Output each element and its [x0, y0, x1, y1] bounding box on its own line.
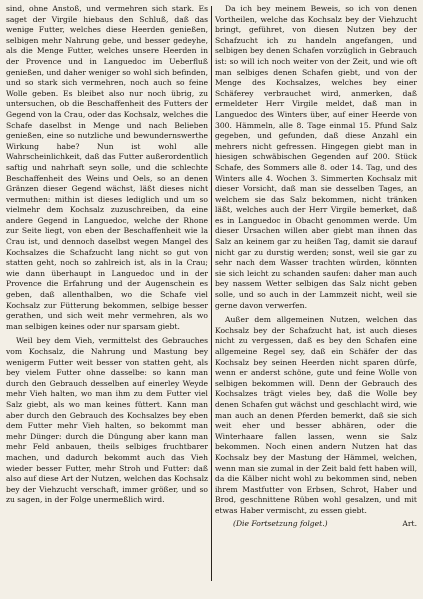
two-column-layout — [6, 4, 417, 587]
left-paragraph-1: sind, ohne Anstoß, und vermehren sich stark. Es saget der Virgile hiebaus den Schluß, daß das wenige Futter, welches diese Heerden genießen, selbigen mehr Nahrung gebe, und besser gedeyhe, als die Menge Futter, welches unsere Heerden in der Provence und in Languedoc im Ueberfluß genießen, und daher weniger so wohl sich befinden, und so stark sich vermehren, noch auch so feine Wolle geben. Es bleibet also nur noch übrig, zu untersuchen, ob die Beschaffenheit des Futters der Gegend von la Crau, oder das Kochsalz, welches die Schafe daselbst in Menge und nach Belieben genießen, eine so nutzliche und bewundernswerthe Wirkung habe? Nun ist wohl alle Wahrscheinlichkeit, daß das Futter außerordentlich saftig und nahrhaft seyn solle, und die schlechte Beschaffenheit des Weins und Oels, so an denen Gränzen dieser Gegend wächst, läßt dieses nicht vermuthen: mithin ist dieses lediglich und um so vielmehr dem Kochsalz zuzuschreiben, da eine andere Gegend in Languedoc, welche der Rhone zur Seite liegt, von eben der Beschaffenheit wie la Crau ist, und dennoch daselbst wegen Mangel des Kochsalzes die Schafzucht lang nicht so gut von statten geht, noch so zahlreich ist, als in la Crau; wie dann überhaupt in Languedoc und in der Provence die Erfahrung und der Augenschein es geben, daß allenthalben, wo die Schafe viel Kochsalz zur Fütterung bekommen, selbige besser gerathen, und sich weit mehr vermehren, als wo man selbigen keines oder nur sparsam giebt. — [6, 4, 208, 331]
left-column — [6, 4, 211, 587]
right-column — [212, 4, 417, 587]
left-paragraph-2: Weil bey dem Vieh, vermittelst des Gebrauches vom Kochsalz, die Nahrung und Mastung bey wenigerm Futter weit besser von statten geht, als bey vielem Futter ohne dasselbe: so kann man durch den Gebrauch desselben auf einerley Weyde mehr Vieh halten, wo man ihm zu dem Futter viel Salz giebt, als wo man keines füttert. Kann man aber durch den Gebrauch des Kochsalzes bey eben dem Futter mehr Vieh halten, so bekommt man mehr Dünger: durch die Düngung aber kann man mehr Feld anbauen, theils selbiges fruchtbarer machen, und dadurch bekommt auch das Vieh wieder besser Futter, mehr Stroh und Futter: daß also auf diese Art der Nutzen, welchen das Kochsalz bey der Viehzucht verschaft, immer größer, und so zu sagen, in der Folge unermeßlich wird. — [6, 336, 208, 505]
catchword: Art. — [402, 518, 417, 528]
right-paragraph-2: Außer dem allgemeinen Nutzen, welchen das Kochsalz bey der Schafzucht hat, ist auch dieses nicht zu vergessen, daß es bey den Schafen eine allgemeine Regel sey, daß ein Schäfer der das Kochsalz bey seinen Heerden nicht sparen dürfe, wenn er anderst schöne, gute und feine Wolle von selbigen bekommen will. Denn der Gebrauch des Kochsalzes trägt vieles bey, daß die Wolle bey denen Schafen gut wächst und geschlacht wird, wie man auch an denen Pferden bemerkt, daß sie sich weit eher und besser abhären, oder die Winterhaare fallen lassen, wenn sie Salz bekommen. Noch einen andern Nutzen hat das Kochsalz bey der Mastung der Hämmel, welchen, wenn man sie zumal in der Zeit bald fett haben will, da die Kälber nicht wohl zu bekommen sind, neben ihrem Mastfutter von Erbsen, Schrot, Haber und Brod, geschnittene Rüben wohl gesalzen, und mit etwas Haber vermischt, zu essen giebt. — [215, 315, 417, 515]
page-footer — [215, 519, 417, 530]
continuation-note: (Die Fortsetzung folget.) — [233, 518, 328, 528]
right-paragraph-1: Da ich bey meinem Beweis, so ich von denen Vortheilen, welche das Kochsalz bey der Viehzucht bringt, geführet, von diesen Nutzen bey der Schafzucht ich zu handeln angefangen, und selbigen bey denen Schafen vorzüglich in Gebrauch ist: so will ich noch weiter von der Zeit, und wie oft man selbiges denen Schafen giebt, und von der Menge des Kochsalzes, welches bey einer Schäferey verbrauchet wird, anmerken, daß ermeldeter Herr Virgile meldet, daß man in Languedoc des Winters über, auf einer Heerde von 300. Hämmeln, alle 8. Tage einmal 15. Pfund Salz gegeben, und gefunden, daß diese Anzahl ein mehrers nicht gefressen. Hingegen giebt man in hiesigen schwäbischen Gegenden auf 200. Stück Schafe, des Sommers alle 8. oder 14. Tag, und des Winters alle 4. Wochen 3. Simmerten Kochsalz mit dieser Vorsicht, daß man sie desselben Tages, an welchem sie das Salz bekommen, nicht tränken läßt, welches auch der Herr Virgile bemerket, daß es in Languedoc in Obacht genommen werde. Um dieser Ursachen willen aber giebt man ihnen das Salz an keinem gar zu heißen Tag, damit sie darauf nicht gar zu durstig werden; sonst, weil sie gar zu sehr nach dem Wasser trachten würden, könnten sie sich leicht zu schanden saufen: daher man auch bey nassem Wetter selbigen das Salz nicht geben solle, und so auch in der Lammzeit nicht, weil sie gerne davon verwerfen. — [215, 4, 417, 310]
